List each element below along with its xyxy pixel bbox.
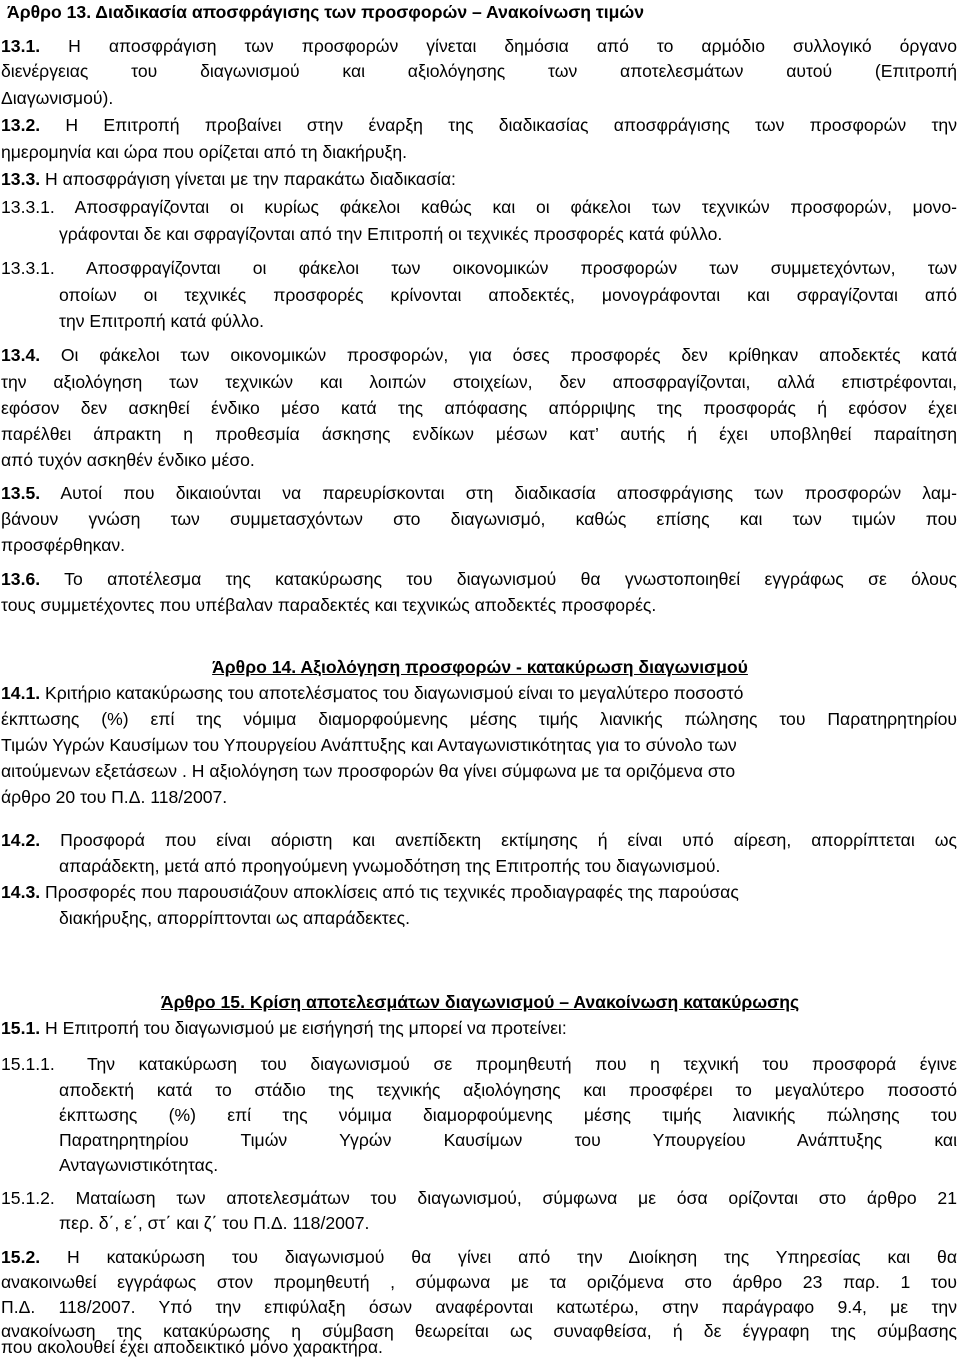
paragraph-14-3-line: 14.3. Προσφορές που παρουσιάζουν αποκλίσεις από τις τεχνικές προδιαγραφές της παρούσας [1,882,739,902]
paragraph-14-1-line: 14.1. Κριτήριο κατακύρωσης του αποτελέσματος του διαγωνισμού είναι το μεγαλύτερο ποσοστό [1,683,744,703]
paragraph-13-2-line: ημερομηνία και ώρα που ορίζεται από τη διακήρυξη. [1,142,407,162]
paragraph-13-4-line: από τυχόν ασκηθέν ένδικο μέσο. [1,450,255,470]
paragraph-15-2-line: Π.Δ. 118/2007. Υπό την επιφύλαξη όσων αναφέρονται κατωτέρω, στην παράγραφο 9.4, με την [1,1297,957,1317]
paragraph-15-1-1-line: αποδεκτή κατά το στάδιο της τεχνικής αξιολόγησης και προσφέρει το μεγαλύτερο ποσοστό [59,1080,957,1100]
paragraph-14-1-line: έκπτωσης (%) επί της νόμιμα διαμορφούμενης μέσης τιμής λιανικής πώλησης του Παρατηρητηρίου [1,709,957,729]
paragraph-15-2-line: ανακοίνωση της κατακύρωσης η σύμβαση θεωρείται ως συναφθείσα, ή δε έγγραφη της σύμβασης [1,1321,957,1341]
paragraph-13-6-line: 13.6. Το αποτέλεσμα της κατακύρωσης του διαγωνισμού θα γνωστοποιηθεί εγγράφως σε όλους [1,569,957,589]
paragraph-13-1-line: Διαγωνισμού). [1,88,114,108]
paragraph-13-1-line: 13.1. Η αποσφράγιση των προσφορών γίνεται δημόσια από το αρμόδιο συλλογικό όργανο [1,36,957,56]
paragraph-15-2-line: που ακολουθεί έχει αποδεικτικό μόνο χαρακτήρα. [1,1337,383,1357]
paragraph-13-3: 13.3. Η αποσφράγιση γίνεται με την παρακάτω διαδικασία: [1,169,456,189]
paragraph-13-4-line: την αξιολόγηση των τεχνικών και λοιπών στοιχείων, δεν αποσφραγίζονται, αλλά επιστρέφονται, [1,372,957,392]
paragraph-14-1-line: άρθρο 20 του Π.Δ. 118/2007. [1,787,228,807]
paragraph-13-5-line: 13.5. Αυτοί που δικαιούνται να παρευρίσκονται στη διαδικασία αποσφράγισης των προσφορών λαμ- [1,483,957,503]
paragraph-13-4-line: 13.4. Οι φάκελοι των οικονομικών προσφορών, για όσες προσφορές δεν κρίθηκαν αποδεκτές κατά [1,345,957,365]
paragraph-13-3-1-line: γράφονται δε και σφραγίζονται από την Επιτροπή οι τεχνικές προσφορές κατά φύλλο. [59,224,723,244]
paragraph-14-1-line: Τιμών Υγρών Καυσίμων του Υπουργείου Ανάπτυξης και Ανταγωνιστικότητας για το σύνολο των [1,735,737,755]
paragraph-15-1-1-line: Ανταγωνιστικότητας. [59,1155,219,1175]
paragraph-14-2-line: 14.2. Προσφορά που είναι αόριστη και ανεπίδεκτη εκτίμησης ή είναι υπό αίρεση, απορρίπτεται ως [1,830,957,850]
article-14-heading: Άρθρο 14. Αξιολόγηση προσφορών - κατακύρωση διαγωνισμού [212,657,748,677]
paragraph-15-1-1-line: Παρατηρητηρίου Τιμών Υγρών Καυσίμων του Υπουργείου Ανάπτυξης και [59,1130,957,1150]
paragraph-13-1-line: διενέργειας του διαγωνισμού και αξιολόγησης των αποτελεσμάτων αυτού (Επιτροπή [1,61,957,81]
paragraph-13-5-line: βάνουν γνώση των συμμετασχόντων στο διαγωνισμό, καθώς επίσης και των τιμών που [1,509,957,529]
paragraph-13-3-1-line: 13.3.1. Αποσφραγίζονται οι κυρίως φάκελοι καθώς και οι φάκελοι των τεχνικών προσφορών, μονο- [1,197,957,217]
paragraph-15-1-1-line: έκπτωσης (%) επί της νόμιμα διαμορφούμενης μέσης τιμής λιανικής πώλησης του [59,1105,957,1125]
paragraph-14-3-line: διακήρυξης, απορρίπτονται ως απαράδεκτες. [59,908,410,928]
paragraph-15-2-line: 15.2. Η κατακύρωση του διαγωνισμού θα γίνει από την Διοίκηση της Υπηρεσίας και θα [1,1247,957,1267]
paragraph-15-2-line: ανακοινωθεί εγγράφως στον προμηθευτή , σύμφωνα με τα οριζόμενα στο άρθρο 23 παρ. 1 του [1,1272,957,1292]
paragraph-13-6-line: τους συμμετέχοντες που υπέβαλαν παραδεκτές και τεχνικώς αποδεκτές προσφορές. [1,595,657,615]
paragraph-13-2-line: 13.2. Η Επιτροπή προβαίνει στην έναρξη της διαδικασίας αποσφράγισης των προσφορών την [1,115,957,135]
article-13-heading: Άρθρο 13. Διαδικασία αποσφράγισης των προσφορών – Ανακοίνωση τιμών [7,2,645,22]
paragraph-14-1-line: αιτούμενων εξετάσεων . Η αξιολόγηση των προσφορών θα γίνει σύμφωνα με τα οριζόμενα στο [1,761,736,781]
paragraph-14-2-line: απαράδεκτη, μετά από προηγούμενη γνωμοδότηση της Επιτροπής του διαγωνισμού. [59,856,721,876]
article-15-heading: Άρθρο 15. Κρίση αποτελεσμάτων διαγωνισμού – Ανακοίνωση κατακύρωσης [160,992,800,1012]
paragraph-15-1: 15.1. Η Επιτροπή του διαγωνισμού με εισήγησή της μπορεί να προτείνει: [1,1018,567,1038]
paragraph-13-3-1b-line: 13.3.1. Αποσφραγίζονται οι φάκελοι των οικονομικών προσφορών των συμμετεχόντων, των [1,258,957,278]
paragraph-15-1-2-line: περ. δ΄, ε΄, στ΄ και ζ΄ του Π.Δ. 118/2007. [59,1213,370,1233]
paragraph-13-4-line: εφόσον δεν ασκηθεί ένδικο μέσο κατά της απόφασης απόρριψης της προσφοράς ή εφόσον έχει [1,398,957,418]
paragraph-13-3-1b-line: την Επιτροπή κατά φύλλο. [59,311,265,331]
paragraph-15-1-1-line: Την κατακύρωση του διαγωνισμού σε προμηθευτή που η τεχνική του προσφορά έγινε [87,1054,957,1074]
paragraph-13-5-line: προσφέρθηκαν. [1,535,126,555]
paragraph-13-4-line: παρέλθει άπρακτη η προθεσμία άσκησης ενδίκων μέσων κατ’ αυτής ή έχει υποβληθεί παραίτηση [1,424,957,444]
paragraph-15-1-2-line: 15.1.2. Ματαίωση των αποτελεσμάτων του διαγωνισμού, σύμφωνα με όσα ορίζονται στο άρθρο 21 [1,1188,957,1208]
paragraph-13-3-1b-line: οποίων οι τεχνικές προσφορές κρίνονται αποδεκτές, μονογράφονται και σφραγίζονται από [59,285,957,305]
paragraph-15-1-1-number: 15.1.1. [1,1054,55,1074]
